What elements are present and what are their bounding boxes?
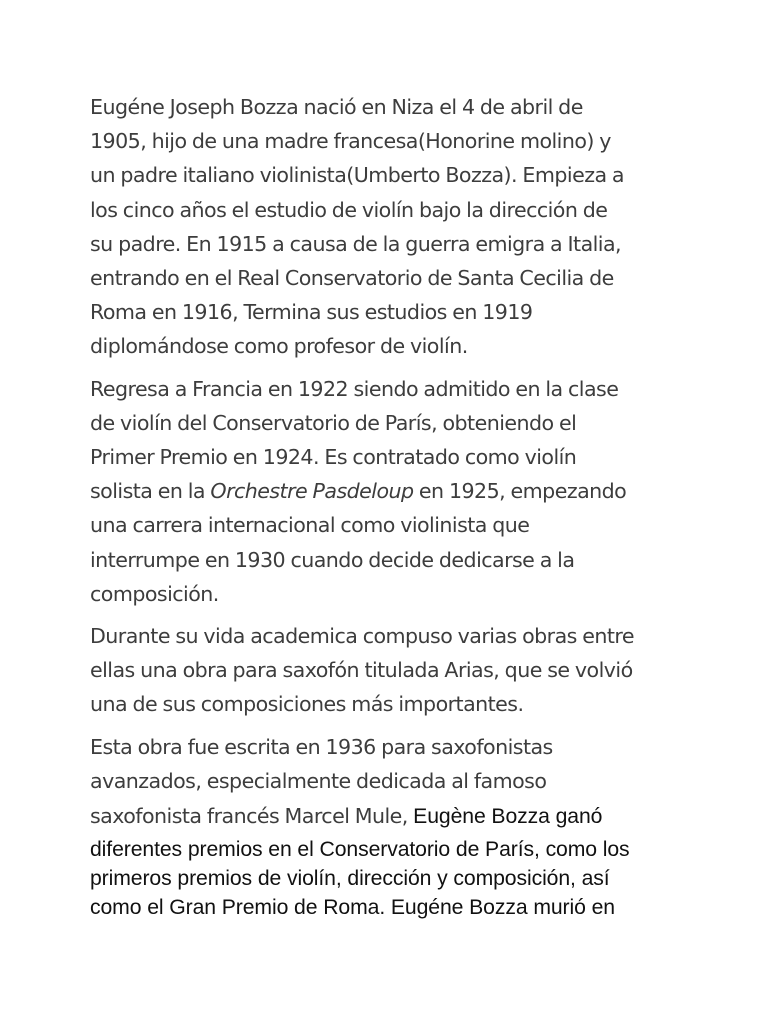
text-line-alt-font: como el Gran Premio de Roma. Eugéne Bozza murió en bbox=[90, 896, 615, 920]
text-line: interrumpe en 1930 cuando decide dedicarse a la bbox=[90, 547, 575, 572]
text-line: diplomándose como profesor de violín. bbox=[90, 334, 468, 359]
text-line bbox=[90, 474, 690, 508]
text-line: avanzados, especialmente dedicada al famoso bbox=[90, 768, 547, 793]
text-line: su padre. En 1915 a causa de la guerra emigra a Italia, bbox=[90, 231, 622, 256]
text-line: composición. bbox=[90, 581, 219, 606]
text-line bbox=[90, 798, 690, 835]
text-fragment: solista en la bbox=[90, 479, 211, 504]
paragraph-2 bbox=[90, 372, 690, 611]
text-fragment-alt-font: Eugène Bozza ganó bbox=[413, 805, 603, 829]
text-line: 1905, hijo de una madre francesa(Honorine molino) y bbox=[90, 129, 611, 154]
text-line: los cinco años el estudio de violín bajo la dirección de bbox=[90, 197, 608, 222]
document-body bbox=[90, 90, 690, 930]
paragraph-3 bbox=[90, 619, 690, 722]
text-line: Durante su vida academica compuso varias obras entre bbox=[90, 624, 634, 649]
text-fragment: en 1925, empezando bbox=[413, 479, 627, 504]
text-line: entrando en el Real Conservatorio de Santa Cecilia de bbox=[90, 266, 614, 291]
text-line: Esta obra fue escrita en 1936 para saxofonistas bbox=[90, 734, 553, 759]
text-fragment: saxofonista francés Marcel Mule, bbox=[90, 804, 414, 829]
text-line: una carrera internacional como violinista que bbox=[90, 513, 530, 538]
paragraph-4 bbox=[90, 730, 690, 922]
text-line: ellas una obra para saxofón titulada Arias, que se volvió bbox=[90, 658, 633, 683]
text-line: una de sus composiciones más importantes. bbox=[90, 692, 524, 717]
text-line-alt-font: diferentes premios en el Conservatorio de París, como los bbox=[90, 838, 630, 862]
text-line: un padre italiano violinista(Umberto Bozza). Empieza a bbox=[90, 163, 624, 188]
text-line: Eugéne Joseph Bozza nació en Niza el 4 de abril de bbox=[90, 95, 583, 119]
text-line: de violín del Conservatorio de París, obteniendo el bbox=[90, 410, 577, 435]
text-line: Roma en 1916, Termina sus estudios en 1919 bbox=[90, 300, 533, 325]
italic-title: Orchestre Pasdeloup bbox=[210, 479, 414, 504]
text-line-alt-font: primeros premios de violín, dirección y composición, así bbox=[90, 867, 610, 891]
text-line: Primer Premio en 1924. Es contratado como violín bbox=[90, 445, 577, 470]
paragraph-1 bbox=[90, 90, 690, 364]
text-line: Regresa a Francia en 1922 siendo admitido en la clase bbox=[90, 376, 619, 401]
